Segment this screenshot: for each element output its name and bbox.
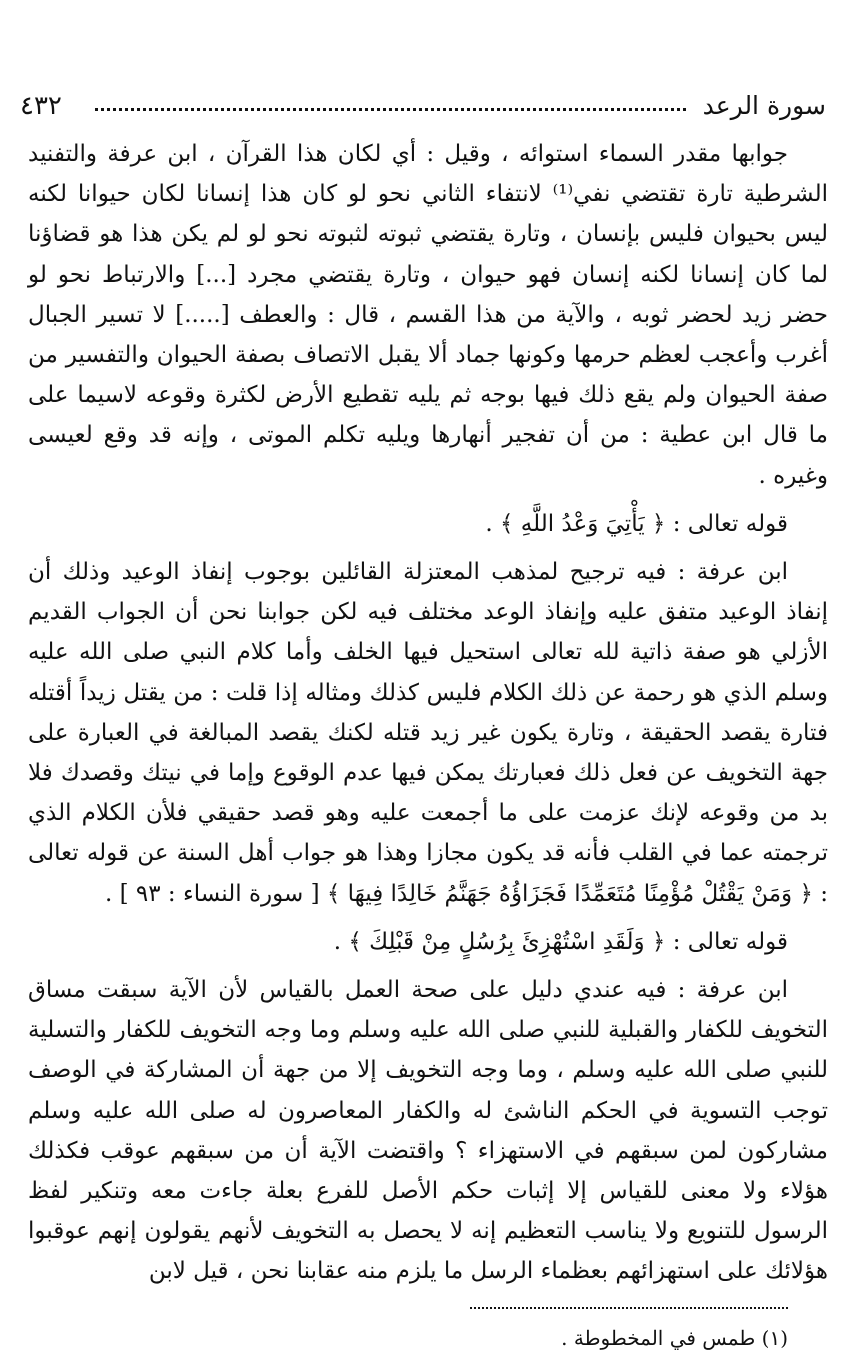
page-body [28,134,828,1292]
paragraph-2 [28,552,828,914]
verse-intro: قوله تعالى : [672,928,788,955]
footnote: (١) طمس في المخطوطة . [561,1326,788,1350]
header-dotted-rule [95,108,686,111]
paragraph-2-text: ابن عرفة : فيه ترجيح لمذهب المعتزلة القائلين بوجوب إنفاذ الوعيد وذلك أن إنفاذ الوعيد متفق عليه وإنفاذ الوعد مختلف فيه لكن جوابنا نحن أن الجواب القديم الأزلي هو صفة ذاتية لله تعالى استحيل فيها الخلف وأما كلام النبي صلى الله عليه وسلم الذي هو رحمة عن ذلك الكلام فليس كذلك ومثاله إذا قلت : من يقتل زيداً أقتله فتارة يقصد الحقيقة ، وتارة يكون غير زيد قتله لكنك يقصد المبالغة في العبارة على جهة التخويف عن فعل ذلك فعبارتك يمكن فيها عدم الوقوع وإما في نيتك وقصدك فلا بد من وقوعه لإنك عزمت على ما أجمعت عليه وهو قصد حقيقي فلأن الكلام الذي ترجمته عما في القلب فأنه قد يكون مجازا وهذا هو جواب أهل السنة عن قوله تعالى : [28,559,828,907]
paragraph-1: جوابها مقدر السماء استوائه ، وقيل : أي لكان هذا القرآن ، ابن عرفة والتفنيد الشرطية تارة تقتضي نفي⁽¹⁾ لانتفاء الثاني نحو لو كان هذا إنسانا لكان حيوانا لكنه ليس بحيوان فليس بإنسان ، وتارة يقتضي ثبوته لثبوته نحو لو لم يكن هذا هو قضاؤنا لما كان إنسانا لكنه إنسان فهو حيوان ، وتارة يقتضي مجرد [...] والارتباط نحو لو حضر زيد لحضر ثوبه ، والآية من هذا القسم ، قال : والعطف [.....] لا تسير الجبال أغرب وأعجب لعظم حرمها وكونها جماد ألا يقبل الاتصاف بصفة الحيوان والتفسير من صفة الحيوان ولم يقع ذلك فيها بوجه ثم يليه تقطيع الأرض لكثرة وقوعه لاسيما على ما قال ابن عطية : من أن تفجير أنهارها ويليه تكلم الموتى ، وإنه قد وقع لعيسى وغيره . [28,141,828,489]
page-number: ٤٣٢ [20,91,62,121]
surah-reference: [ سورة النساء : ٩٣ ] . [104,880,320,907]
quran-verse: ﴿ وَلَقَدِ اسْتُهْزِئَ بِرُسُلٍ مِنْ قَبْلِكَ ﴾ [348,928,666,955]
verse-end: . [333,928,341,955]
footnote-separator [470,1307,788,1309]
quran-citation: ﴿ وَمَنْ يَقْتُلْ مُؤْمِنًا مُتَعَمِّدًا فَجَزَاؤُهُ جَهَنَّمُ خَالِدًا فِيهَا ﴾ [326,880,813,907]
page-header [0,86,856,126]
paragraph-3: ابن عرفة : فيه عندي دليل على صحة العمل بالقياس لأن الآية سبقت مساق التخويف للكفار والقبلية للنبي صلى الله عليه وسلم وما وجه التخويف للكفار والتسلية للنبي صلى الله عليه وسلم ، وما وجه التخويف إلا من جهة أن المشاركة في الوصف توجب التسوية في الحكم الناشئ له والكفار المعاصرون له صلى الله عليه وسلم مشاركون لمن سبقهم في الاستهزاء ؟ واقتضت الآية أن من سبقهم عوقب فكذلك هؤلاء ولا معنى للقياس إلا إثبات حكم الأصل للفرع بعلة جاءت معه وتنكير لفظ الرسول للتنويع ولا يناسب التعظيم إنه لا يحصل به التخويف لأنهم يقولون إنهم عوقبوا هؤلائك على استهزائهم بعظماء الرسل ما يلزم منه عقابنا نحن ، قيل لابن [28,977,828,1285]
surah-title: سورة الرعد [702,91,826,120]
verse-heading-1 [28,504,828,544]
verse-heading-2 [28,922,828,962]
verse-end: . [485,510,493,537]
verse-intro: قوله تعالى : [672,510,788,537]
quran-verse: ﴿ يَأْتِيَ وَعْدُ اللَّهِ ﴾ [499,510,666,537]
